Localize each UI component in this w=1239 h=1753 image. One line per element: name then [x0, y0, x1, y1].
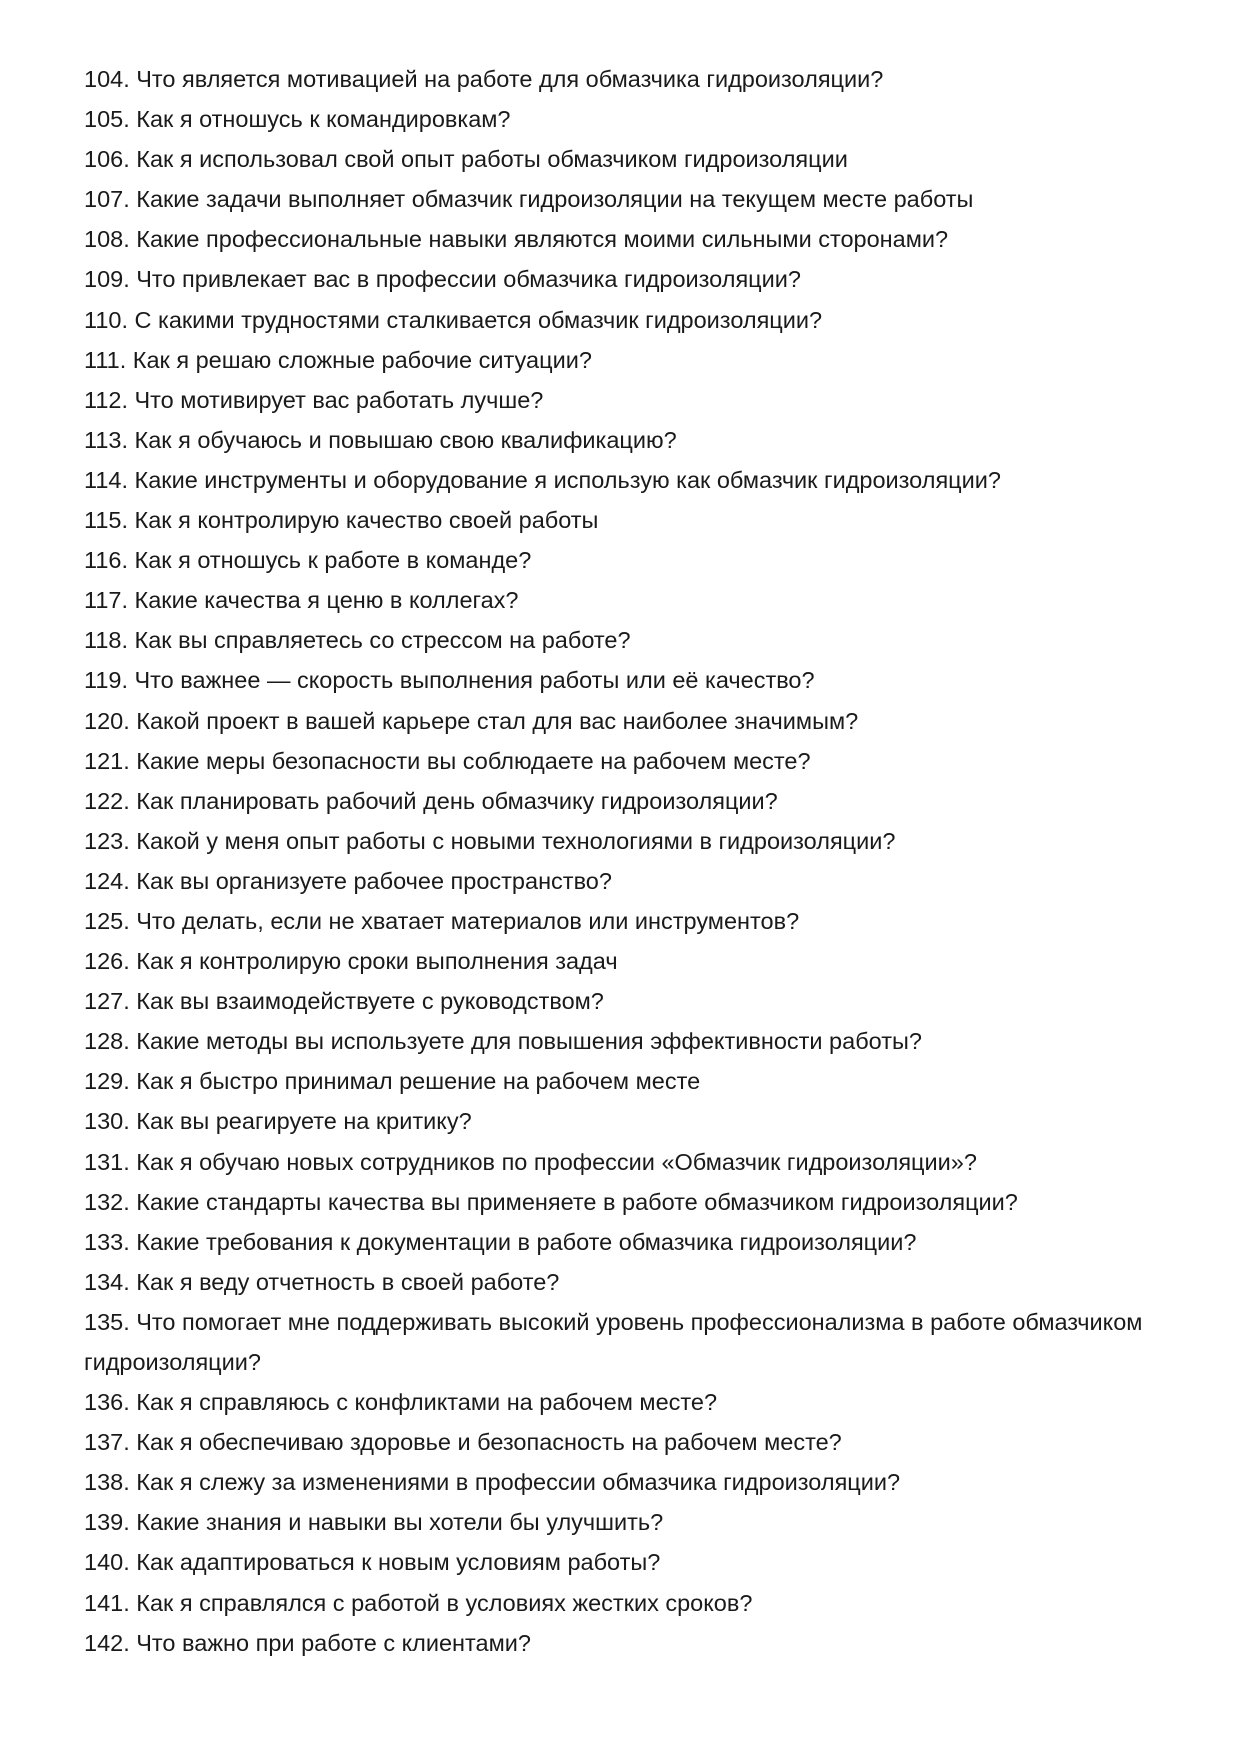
- list-item: 132. Какие стандарты качества вы применяете в работе обмазчиком гидроизоляции?: [84, 1188, 1018, 1215]
- list-item: 108. Какие профессиональные навыки являются моими сильными сторонами?: [84, 226, 949, 253]
- list-item: 137. Как я обеспечиваю здоровье и безопасность на рабочем месте?: [84, 1429, 842, 1456]
- list-item: 113. Как я обучаюсь и повышаю свою квалификацию?: [84, 426, 677, 453]
- list-item: 125. Что делать, если не хватает материалов или инструментов?: [84, 907, 800, 934]
- list-item: 124. Как вы организуете рабочее пространство?: [84, 867, 612, 894]
- list-item: 107. Какие задачи выполняет обмазчик гидроизоляции на текущем месте работы: [84, 186, 974, 213]
- question-list: [84, 59, 1164, 1663]
- list-item: 142. Что важно при работе с клиентами?: [84, 1629, 531, 1656]
- list-item: 106. Как я использовал свой опыт работы обмазчиком гидроизоляции: [84, 146, 848, 173]
- list-item: 135. Что помогает мне поддерживать высокий уровень профессионализма в работе обмазчиком гидроизоляции?: [84, 1308, 1143, 1375]
- list-item: 105. Как я отношусь к командировкам?: [84, 106, 511, 133]
- list-item: 126. Как я контролирую сроки выполнения задач: [84, 948, 618, 975]
- list-item: 114. Какие инструменты и оборудование я использую как обмазчик гидроизоляции?: [84, 466, 1001, 493]
- list-item: 139. Какие знания и навыки вы хотели бы улучшить?: [84, 1509, 664, 1536]
- list-item: 133. Какие требования к документации в работе обмазчика гидроизоляции?: [84, 1228, 917, 1255]
- list-item: 104. Что является мотивацией на работе для обмазчика гидроизоляции?: [84, 66, 884, 92]
- list-item: 134. Как я веду отчетность в своей работе?: [84, 1268, 560, 1295]
- list-item: 122. Как планировать рабочий день обмазчику гидроизоляции?: [84, 787, 778, 814]
- list-item: 136. Как я справляюсь с конфликтами на рабочем месте?: [84, 1389, 718, 1416]
- list-item: 117. Какие качества я ценю в коллегах?: [84, 587, 519, 614]
- list-item: 131. Как я обучаю новых сотрудников по профессии «Обмазчик гидроизоляции»?: [84, 1148, 977, 1175]
- list-item: 123. Какой у меня опыт работы с новыми технологиями в гидроизоляции?: [84, 827, 896, 854]
- list-item: 129. Как я быстро принимал решение на рабочем месте: [84, 1068, 701, 1095]
- list-item: 141. Как я справлялся с работой в условиях жестких сроков?: [84, 1589, 753, 1616]
- list-item: 110. С какими трудностями сталкивается обмазчик гидроизоляции?: [84, 306, 823, 333]
- list-item: 121. Какие меры безопасности вы соблюдаете на рабочем месте?: [84, 747, 811, 774]
- list-item: 115. Как я контролирую качество своей работы: [84, 507, 599, 534]
- list-item: 119. Что важнее — скорость выполнения работы или её качество?: [84, 667, 815, 694]
- list-item: 116. Как я отношусь к работе в команде?: [84, 547, 532, 574]
- list-item: 111. Как я решаю сложные рабочие ситуации?: [84, 346, 592, 373]
- list-item: 138. Как я слежу за изменениями в профессии обмазчика гидроизоляции?: [84, 1469, 901, 1496]
- list-item: 127. Как вы взаимодействуете с руководством?: [84, 988, 604, 1015]
- list-item: 140. Как адаптироваться к новым условиям работы?: [84, 1549, 661, 1576]
- list-item: 112. Что мотивирует вас работать лучше?: [84, 386, 544, 413]
- list-item: 128. Какие методы вы используете для повышения эффективности работы?: [84, 1028, 922, 1055]
- list-item: 109. Что привлекает вас в профессии обмазчика гидроизоляции?: [84, 266, 801, 293]
- list-item: 118. Как вы справляетесь со стрессом на работе?: [84, 627, 631, 654]
- list-item: 130. Как вы реагируете на критику?: [84, 1108, 472, 1135]
- list-item: 120. Какой проект в вашей карьере стал для вас наиболее значимым?: [84, 707, 859, 734]
